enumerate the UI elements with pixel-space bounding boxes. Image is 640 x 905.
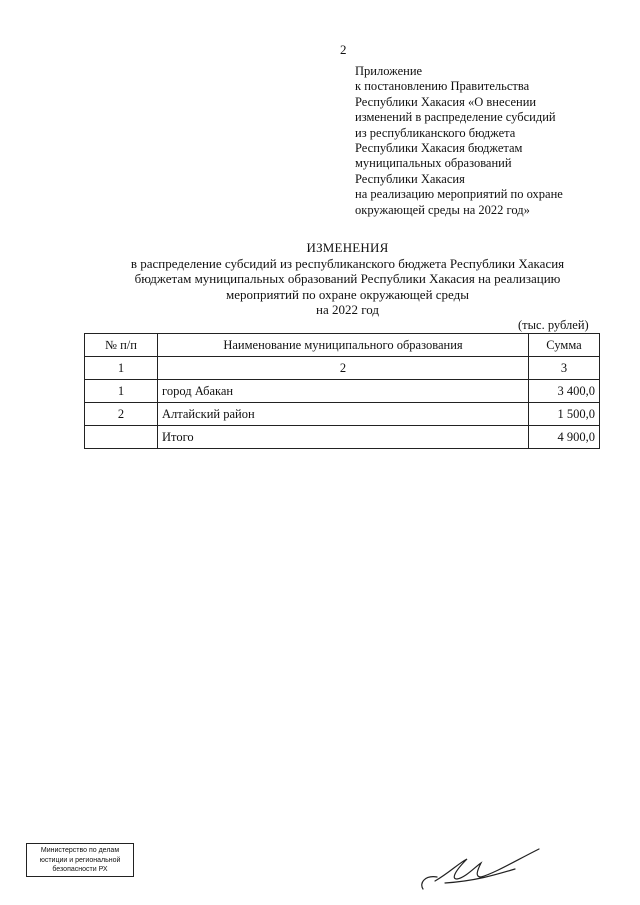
stamp-line: безопасности РХ — [52, 866, 108, 873]
page-number: 2 — [340, 42, 347, 57]
row-number: 2 — [85, 403, 158, 426]
appendix-line: Приложение — [355, 64, 423, 78]
appendix-note — [355, 64, 625, 218]
signature-icon — [415, 845, 545, 895]
municipality-name: Алтайский район — [158, 403, 529, 426]
appendix-line: Республики Хакасия бюджетам — [355, 141, 523, 156]
appendix-line: Республики Хакасия «О внесении — [355, 94, 537, 109]
heading-line: в распределение субсидий из республиканского бюджета Республики Хакасия — [130, 255, 565, 271]
ministry-stamp — [26, 843, 134, 877]
heading-line: мероприятий по охране окружающей среды — [225, 286, 469, 302]
appendix-line: изменений в распределение субсидий — [355, 110, 556, 125]
appendix-line: муниципальных образований — [355, 156, 512, 171]
heading-line: бюджетам муниципальных образований Республики Хакасия на реализацию — [134, 271, 561, 287]
stamp-line: Министерство по делам — [40, 847, 120, 854]
table-row — [85, 403, 600, 426]
column-number: 2 — [158, 357, 529, 380]
document-heading — [90, 240, 605, 318]
table-header-row — [85, 334, 600, 357]
row-number — [85, 426, 158, 449]
heading-line: на 2022 год — [316, 302, 379, 318]
table-row — [85, 380, 600, 403]
total-sum: 4 900,0 — [529, 426, 600, 449]
appendix-line: Республики Хакасия — [355, 171, 465, 186]
row-sum: 1 500,0 — [529, 403, 600, 426]
row-sum: 3 400,0 — [529, 380, 600, 403]
municipality-name: город Абакан — [158, 380, 529, 403]
header-sum: Сумма — [529, 334, 600, 357]
appendix-line: на реализацию мероприятий по охране — [355, 187, 563, 202]
appendix-line: к постановлению Правительства — [355, 79, 530, 94]
appendix-line: из республиканского бюджета — [355, 125, 516, 140]
header-number: № п/п — [85, 334, 158, 357]
units-label: (тыс. рублей) — [518, 318, 589, 332]
column-number: 1 — [85, 357, 158, 380]
document-title: ИЗМЕНЕНИЯ — [306, 240, 389, 255]
subsidy-table — [84, 333, 600, 449]
total-label: Итого — [158, 426, 529, 449]
appendix-line: окружающей среды на 2022 год» — [355, 202, 530, 217]
column-number: 3 — [529, 357, 600, 380]
total-row — [85, 426, 600, 449]
stamp-line: юстиции и региональной — [39, 856, 121, 864]
header-name: Наименование муниципального образования — [158, 334, 529, 357]
column-numbers-row — [85, 357, 600, 380]
row-number: 1 — [85, 380, 158, 403]
